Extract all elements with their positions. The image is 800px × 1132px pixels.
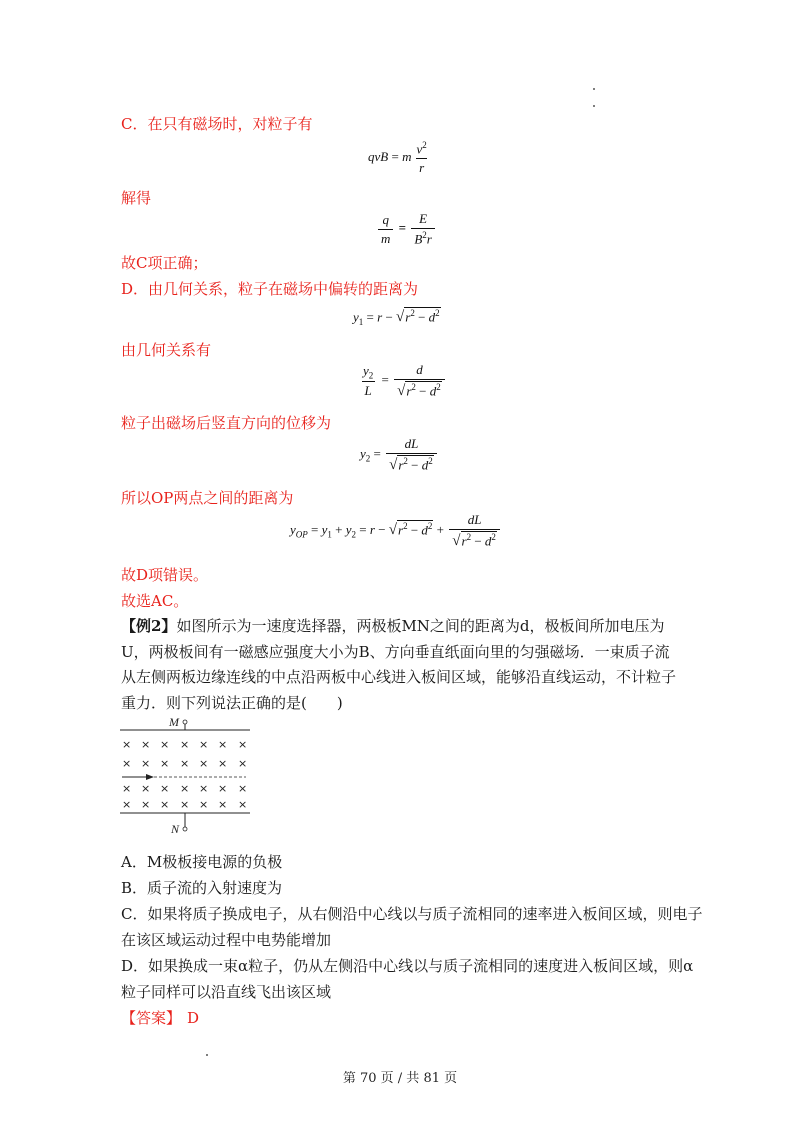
plate-label-n: N [171, 822, 180, 836]
cross-mark: × [122, 738, 132, 751]
velocity-selector-figure [118, 712, 258, 838]
cross-mark: × [141, 757, 151, 770]
answer-line [121, 1008, 199, 1028]
corner-dot [593, 88, 595, 90]
text-c-intro: C．在只有磁场时，对粒子有 [121, 115, 313, 133]
text-d-intro: D．由几何关系，粒子在磁场中偏转的距离为 [121, 280, 419, 298]
page-footer: 第 70 页 / 共 81 页 [342, 1071, 458, 1086]
cross-mark: × [180, 798, 190, 811]
example2-tag: 【例2】 [121, 617, 177, 635]
cross-mark: × [180, 757, 190, 770]
option-d-line1: D．如果换成一束α粒子，仍从左侧沿中心线以与质子流相同的速度进入板间区域，则α [121, 957, 694, 975]
cross-mark: × [160, 738, 170, 751]
cross-mark: × [122, 782, 132, 795]
cross-mark: × [141, 738, 151, 751]
option-c-line1: C．如果将质子换成电子，从右侧沿中心线以与质子流相同的速率进入板间区域，则电子 [121, 905, 703, 923]
cross-mark: × [238, 757, 248, 770]
cross-mark: × [238, 738, 248, 751]
text-displacement: 粒子出磁场后竖直方向的位移为 [121, 414, 332, 432]
cross-mark: × [199, 798, 209, 811]
cross-mark: × [199, 738, 209, 751]
option-d-line2: 粒子同样可以沿直线飞出该区域 [121, 983, 332, 1001]
plate-label-m: M [169, 715, 179, 729]
option-c-line2: 在该区域运动过程中电势能增加 [121, 931, 332, 949]
text-geometry: 由几何关系有 [121, 341, 212, 359]
cross-mark: × [218, 757, 228, 770]
cross-mark: × [122, 757, 132, 770]
equation-y2: $y_2$ = $\frac{dL}{√r^2 - d^2}$ [360, 436, 439, 474]
equation-q-over-m: $\frac{q}{m}$ = $\frac{E}{B^2r}$ [376, 211, 437, 247]
text-op-distance: 所以OP两点之间的距离为 [121, 489, 294, 507]
text-c-correct: 故C项正确； [121, 254, 208, 272]
answer-label: 【答案】 [121, 1009, 182, 1027]
cross-mark: × [218, 782, 228, 795]
cross-mark: × [160, 757, 170, 770]
cross-mark: × [141, 798, 151, 811]
text-answer-ac: 故选AC。 [121, 592, 189, 610]
cross-mark: × [199, 782, 209, 795]
cross-mark: × [180, 782, 190, 795]
text-d-wrong: 故D项错误。 [121, 566, 209, 584]
magnetic-field-crosses [118, 712, 258, 838]
example2-text: 如图所示为一速度选择器，两极板MN之间的距离为d，极板间所加电压为U，两极板间有一磁感应强度大小为B、方向垂直纸面向里的匀强磁场．一束质子流从左侧两板边缘连线的中点沿两板中心线进入板间区域，能够沿直线运动，不计粒子重力．则下列说法正确的是( ) [121, 617, 677, 712]
equation-yop: $y_{OP} = y_1 + y_2 = r - √r^2 - d^2$ + $\frac{dL}{√r^2 - d^2}$ [290, 512, 502, 550]
cross-mark: × [238, 782, 248, 795]
cross-mark: × [218, 798, 228, 811]
cross-mark: × [218, 738, 228, 751]
cross-mark: × [238, 798, 248, 811]
corner-dot [593, 105, 595, 107]
equation-y1: $y_1 = r - √r^2 - d^2$ [353, 308, 440, 327]
cross-mark: × [122, 798, 132, 811]
option-a: A．M极板接电源的负极 [121, 853, 283, 871]
corner-dot [206, 1054, 208, 1056]
answer-value: D [187, 1009, 200, 1027]
cross-mark: × [180, 738, 190, 751]
text-jiede: 解得 [121, 189, 152, 207]
option-b: B．质子流的入射速度为 [121, 879, 283, 897]
cross-mark: × [160, 782, 170, 795]
cross-mark: × [160, 798, 170, 811]
example2-paragraph [121, 614, 683, 716]
cross-mark: × [141, 782, 151, 795]
equation-qvb: qvB = m $\frac{v^2}{r}$ [368, 140, 427, 176]
equation-y2-over-l: $\frac{y_2}{L}$ = $\frac{d}{√r^2 - d^2}$ [358, 362, 447, 400]
cross-mark: × [199, 757, 209, 770]
